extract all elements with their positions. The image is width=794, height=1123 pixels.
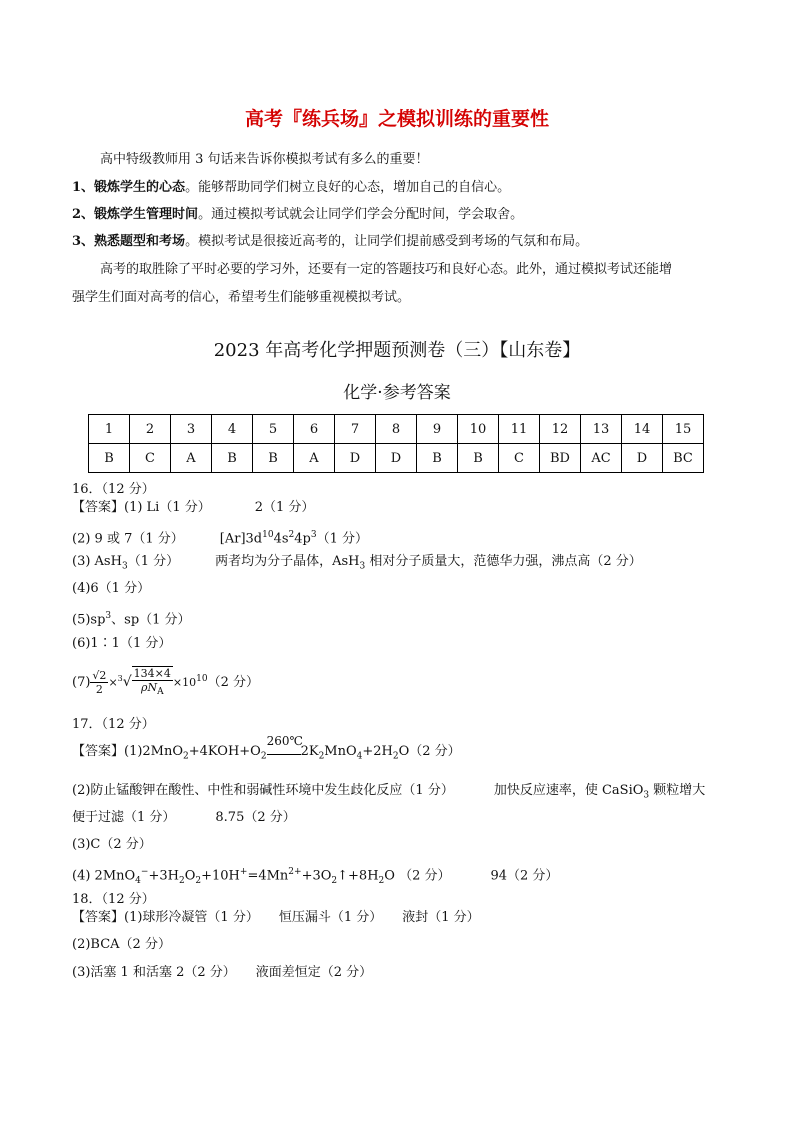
q17-answer-3: (3)C（2 分） [72,837,152,852]
q17-answer-2-line-2: 便于过滤（1 分） 8.75（2 分） [72,810,296,825]
table-cell: C [130,444,171,473]
table-cell: B [458,444,499,473]
table-header-cell: 12 [540,415,581,444]
table-header-row [89,415,704,444]
point-2: 2、锻炼学生管理时间。通过模拟考试就会让同学们学会分配时间，学会取舍。 [72,207,524,222]
q16-answer-6: (6)1∶1（1 分） [72,636,172,651]
table-header-cell: 9 [417,415,458,444]
table-header-cell: 13 [581,415,622,444]
point-1: 1、锻炼学生的心态。能够帮助同学们树立良好的心态，增加自己的自信心。 [72,180,511,195]
table-cell: AC [581,444,622,473]
table-cell: A [171,444,212,473]
q17-heading: 17．（12 分） [72,717,155,732]
table-cell: BC [663,444,704,473]
q16-answer-7: (7) $\frac{√2}{2}$ ×$^3$√ $\frac{134\times 4}{\rho N_A}$ $\times 10^{10}(2$ 分） [72,667,259,698]
table-cell: A [294,444,335,473]
q17-answer-2-line-1: (2)防止锰酸钾在酸性、中性和弱碱性环境中发生歧化反应（1 分） 加快反应速率，使 CaSiO$_3$ 颗粒增大 [72,783,706,801]
q16-answer-3: (3) AsH$_3$（1 分） 两者均为分子晶体，AsH$_3$ 相对分子质量大，范德华力强，沸点高（2 分） [72,554,642,572]
table-header-cell: 4 [212,415,253,444]
q17-answer-4: (4) $2MnO_4^-+3H_2O_2+10H^+=4Mn^{2+}+3O_2↑+8H_2O$ （2 分） 94（2 分） [72,867,559,886]
table-cell: BD [540,444,581,473]
table-header-cell: 8 [376,415,417,444]
table-cell: D [335,444,376,473]
page-title: 高考『练兵场』之模拟训练的重要性 [244,108,549,130]
table-header-cell: 10 [458,415,499,444]
table-header-cell: 2 [130,415,171,444]
q18-answer-3: (3)活塞 1 和活塞 2（2 分） 液面差恒定（2 分） [72,965,373,980]
table-header-cell: 6 [294,415,335,444]
closing-line-1: 高考的取胜除了平时必要的学习外，还要有一定的答题技巧和良好心态。此外，通过模拟考试还能增 [100,262,673,277]
q16-answer-2: (2) 9 或 7（1 分） $[Ar]3d^{10}4s^24p^3(1$ 分） [72,530,368,547]
table-header-cell: 5 [253,415,294,444]
cube-root: $\frac{134\times 4}{\rho N_A}$ [133,667,171,698]
q16-answer-1: 【答案】(1) Li（1 分） 2（1 分） [72,500,315,515]
table-header-cell: 7 [335,415,376,444]
fraction: $\frac{√2}{2}$ [92,669,107,697]
q18-heading: 18．（12 分） [72,892,155,907]
q18-answer-1: 【答案】(1)球形冷凝管（1 分） 恒压漏斗（1 分） 液封（1 分） [72,910,480,925]
table-cell: B [253,444,294,473]
q16-heading: 16．（12 分） [72,482,155,497]
closing-line-2: 强学生们面对高考的信心，希望考生们能够重视模拟考试。 [72,290,411,305]
table-header-cell: 1 [89,415,130,444]
q17-answer-1: 【答案】$(1)2MnO_2+4KOH+O_2$ 260℃ $2K_2MnO_4+2H_2O(2$ 分） [72,734,461,762]
table-header-cell: 14 [622,415,663,444]
exam-title: 2023 年高考化学押题预测卷（三）【山东卷】 [213,340,581,361]
q16-answer-4: (4)6（1 分） [72,581,151,596]
point-3: 3、熟悉题型和考场。模拟考试是很接近高考的，让同学们提前感受到考场的气氛和布局。 [72,234,589,249]
table-header-cell: 11 [499,415,540,444]
table-cell: D [376,444,417,473]
q18-answer-2: (2)BCA（2 分） [72,937,171,952]
table-header-cell: 3 [171,415,212,444]
table-row [89,444,704,473]
table-header-cell: 15 [663,415,704,444]
answer-table [88,414,704,473]
table-cell: B [89,444,130,473]
table-cell: B [212,444,253,473]
q16-answer-5: $(5)sp^3$、sp（1 分） [72,611,191,628]
table-cell: D [622,444,663,473]
exam-subtitle: 化学·参考答案 [343,383,451,403]
table-cell: B [417,444,458,473]
table-cell: C [499,444,540,473]
reaction-condition: 260℃ [267,747,301,755]
intro-text: 高中特级教师用 3 句话来告诉你模拟考试有多么的重要！ [100,152,429,167]
